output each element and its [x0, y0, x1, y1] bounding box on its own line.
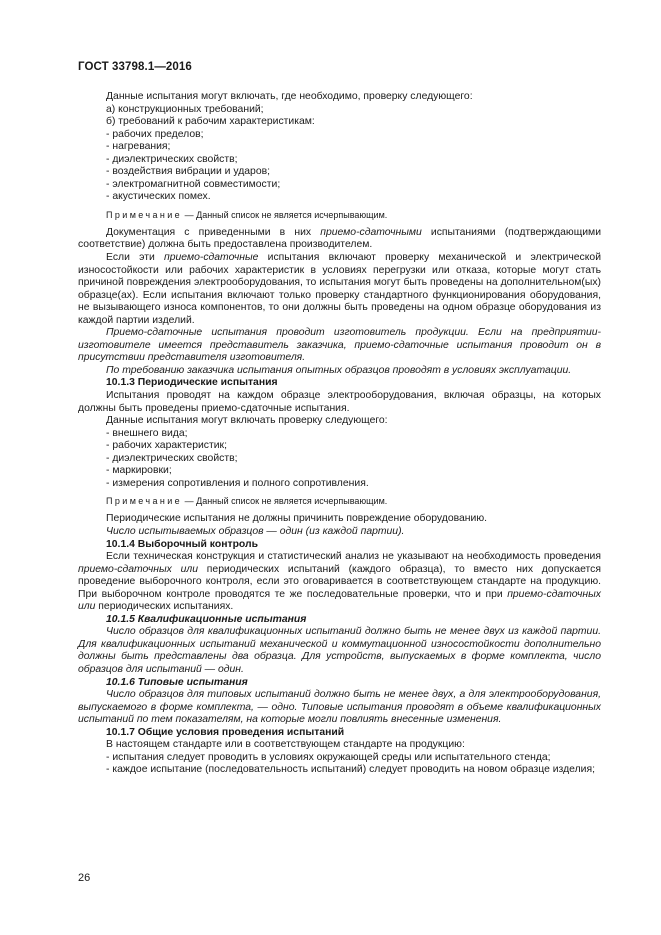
section-heading: 10.1.3 Периодические испытания: [106, 377, 278, 389]
note: [78, 209, 601, 221]
section-heading: 10.1.5 Квалификационные испытания: [106, 613, 307, 625]
list-item: - диэлектрических свойств;: [106, 452, 238, 464]
text-run-italic: приемо-сдаточными: [320, 226, 422, 238]
paragraph-italic: Число образцов для типовых испытаний должно быть не менее двух, а для электрооборудования, выпускаемого в форме комплекта, — одно. Типовые испытания проводят в объеме квалификационных испытаний по тем показателям, на которые могли повлиять внесенные изменения.: [78, 689, 601, 726]
text-run: испытания включают проверку механической и электрической износостойкости или рабочих характеристик в условиях перегрузки или отказа, которые могут стать причиной повреждения электрооборудования, то испытания могут быть проведены на дополнительном(ых) образце(ах). Если испытания включают только проверку стандартного функционирования оборудования, не вызывающего износа компонентов, то они должны быть проведены на одном образце оборудования из каждой партии изделий.: [78, 252, 601, 326]
paragraph: Периодические испытания не должны причинить повреждение оборудованию.: [106, 513, 488, 525]
paragraph-documentation: [78, 227, 601, 252]
text-run-italic: приемо-сдаточные: [164, 252, 259, 264]
list-item: б) требований к рабочим характеристикам:: [106, 116, 315, 128]
list-item: - испытания следует проводить в условиях окружающей среды или испытательного стенда;: [106, 751, 551, 763]
text-run: испытаниями (подтверждающими соответствие) должна быть предоставлена производителем.: [78, 226, 602, 251]
note-text: — Данный список не является исчерпывающим.: [182, 496, 388, 507]
list-item: - внешнего вида;: [106, 427, 188, 439]
text-run-italic: приемо-сдаточных или: [78, 588, 601, 613]
paragraph: В настоящем стандарте или в соответствующем стандарте на продукцию:: [106, 739, 465, 751]
text-run: Документация с приведенными в них: [106, 226, 321, 238]
note-text: — Данный список не является исчерпывающим.: [182, 209, 388, 220]
list-item: - диэлектрических свойств;: [106, 153, 238, 165]
text-run-italic: приемо-сдаточных или: [78, 563, 199, 575]
paragraph: Испытания проводят на каждом образце электрооборудования, включая образцы, на которых должны быть проведены приемо-сдаточные испытания.: [78, 390, 601, 414]
paragraph: Данные испытания могут включать проверку следующего:: [106, 415, 388, 427]
list-item: а) конструкционных требований;: [106, 103, 264, 115]
standard-header: ГОСТ 33798.1—2016: [78, 61, 192, 73]
paragraph-customer-request: По требованию заказчика испытания опытных образцов проводят в условиях эксплуатации.: [106, 364, 572, 376]
paragraph-sampling: [78, 551, 601, 614]
paragraph-manufacturer: Приемо-сдаточные испытания проводит изготовитель продукции. Если на предприятии-изготовителе имеется представитель заказчика, приемо-сдаточные испытания проводит он в присутствии представителя изготовителя.: [78, 327, 601, 364]
paragraph-italic: Число образцов для квалификационных испытаний должно быть не менее двух из каждой партии. Для квалификационных испытаний механической и коммутационной износостойкости дополнительно должны быть представлены два образца. Для устройств, выпускаемых в форме комплекта, число образцов для испытаний — один.: [78, 626, 601, 675]
list-item: - нагревания;: [106, 141, 171, 153]
list-item: - рабочих пределов;: [106, 128, 204, 140]
list-item: - воздействия вибрации и ударов;: [106, 166, 271, 178]
text-run: Если техническая конструкция и статистический анализ не указывают на необходимость проведения: [106, 551, 601, 563]
list-item: - рабочих характеристик;: [106, 440, 227, 452]
section-heading: 10.1.6 Типовые испытания: [106, 676, 248, 688]
section-heading: 10.1.4 Выборочный контроль: [106, 538, 259, 550]
page-number: 26: [78, 872, 91, 884]
paragraph-intro: Данные испытания могут включать, где необходимо, проверку следующего:: [106, 91, 473, 102]
note-label: Примечание: [106, 496, 183, 507]
paragraph-if-tests: [78, 252, 601, 327]
document-body: [78, 91, 601, 777]
list-item: - каждое испытание (последовательность испытаний) следует проводить на новом образце изделия;: [106, 764, 595, 776]
list-item: - акустических помех.: [106, 191, 211, 203]
list-item: - измерения сопротивления и полного сопротивления.: [106, 477, 369, 489]
list-item: - маркировки;: [106, 465, 172, 477]
text-run: периодических испытаний (каждого образца), то вместо них допускается проведение выборочного контроля, если это оговаривается в соответствующем стандарте на продукцию. При выборочном контроле проводятся те же последовательные проверки, что и при: [78, 563, 601, 600]
note-label: Примечание: [106, 209, 183, 220]
section-heading: 10.1.7 Общие условия проведения испытаний: [106, 726, 345, 738]
paragraph-italic: Число испытываемых образцов — один (из каждой партии).: [106, 525, 405, 537]
text-run: Если эти: [106, 252, 165, 264]
list-item: - электромагнитной совместимости;: [106, 178, 281, 190]
note: [78, 495, 601, 507]
text-run: периодических испытаниях.: [95, 601, 234, 613]
